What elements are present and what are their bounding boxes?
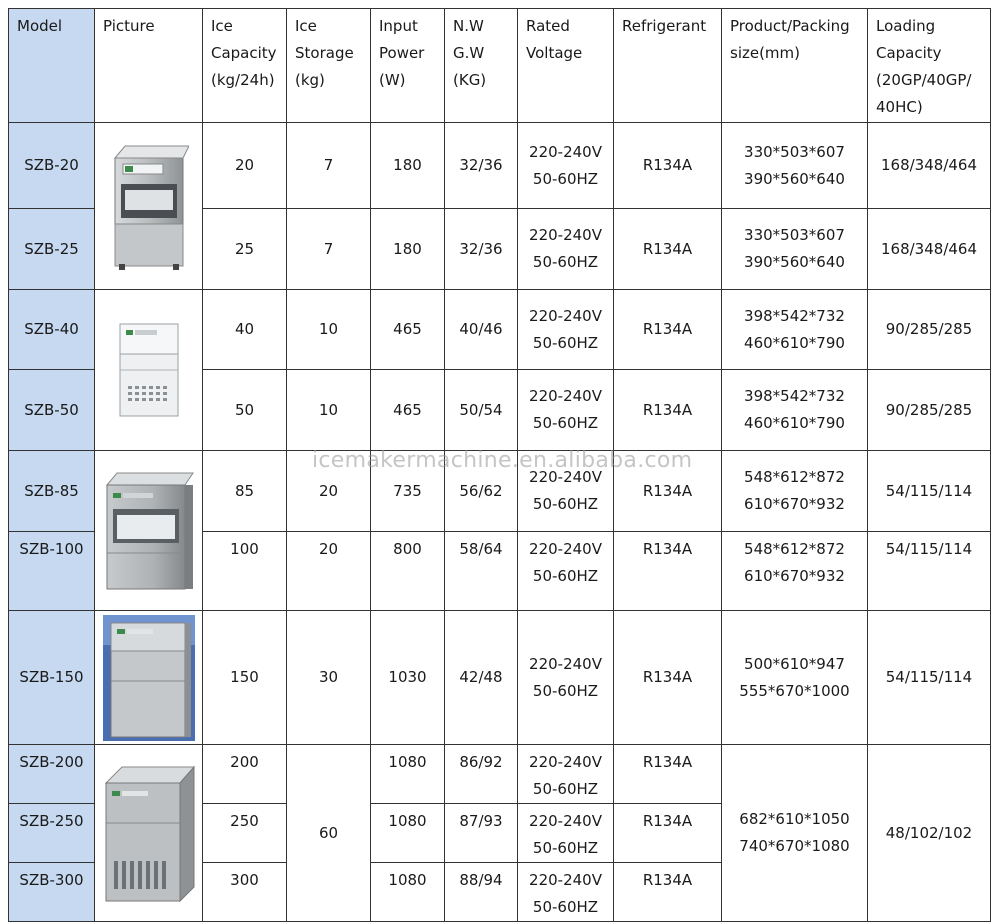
header-loading: Loading Capacity (20GP/40GP/ 40HC) (868, 9, 991, 123)
picture-cell (95, 611, 203, 745)
voltage-cell: 220-240V 50-60HZ (518, 209, 614, 290)
ice-maker-image (103, 615, 195, 741)
ice-maker-image (102, 761, 196, 905)
table-row (9, 745, 991, 804)
capacity-cell: 150 (203, 611, 287, 745)
header-size: Product/Packing size(mm) (722, 9, 868, 123)
refrigerant-cell: R134A (614, 290, 722, 370)
model-cell: SZB-250 (9, 804, 95, 863)
storage-cell: 7 (287, 123, 371, 209)
weight-cell: 56/62 (445, 451, 518, 532)
refrigerant-cell: R134A (614, 745, 722, 804)
power-cell: 465 (371, 290, 445, 370)
voltage-cell: 220-240V 50-60HZ (518, 532, 614, 611)
weight-cell: 40/46 (445, 290, 518, 370)
loading-cell: 168/348/464 (868, 209, 991, 290)
size-cell: 548*612*872 610*670*932 (722, 451, 868, 532)
picture-cell (95, 290, 203, 451)
power-cell: 1080 (371, 863, 445, 922)
power-cell: 800 (371, 532, 445, 611)
weight-cell: 50/54 (445, 370, 518, 451)
capacity-cell: 250 (203, 804, 287, 863)
refrigerant-cell: R134A (614, 863, 722, 922)
refrigerant-cell: R134A (614, 451, 722, 532)
weight-cell: 32/36 (445, 123, 518, 209)
storage-cell: 20 (287, 532, 371, 611)
capacity-cell: 85 (203, 451, 287, 532)
capacity-cell: 40 (203, 290, 287, 370)
table-row (9, 451, 991, 532)
header-voltage: Rated Voltage (518, 9, 614, 123)
power-cell: 465 (371, 370, 445, 451)
watermark-text: icemakermachine.en.alibaba.com (312, 448, 693, 473)
voltage-cell: 220-240V 50-60HZ (518, 290, 614, 370)
loading-cell: 54/115/114 (868, 532, 991, 611)
capacity-cell: 100 (203, 532, 287, 611)
ice-maker-spec-table (8, 8, 991, 922)
refrigerant-cell: R134A (614, 209, 722, 290)
weight-cell: 88/94 (445, 863, 518, 922)
refrigerant-cell: R134A (614, 123, 722, 209)
weight-cell: 42/48 (445, 611, 518, 745)
voltage-cell: 220-240V 50-60HZ (518, 611, 614, 745)
weight-cell: 86/92 (445, 745, 518, 804)
weight-cell: 32/36 (445, 209, 518, 290)
size-cell: 500*610*947 555*670*1000 (722, 611, 868, 745)
header-picture: Picture (95, 9, 203, 123)
refrigerant-cell: R134A (614, 611, 722, 745)
size-cell: 330*503*607 390*560*640 (722, 209, 868, 290)
loading-cell: 48/102/102 (868, 745, 991, 922)
power-cell: 180 (371, 209, 445, 290)
refrigerant-cell: R134A (614, 532, 722, 611)
loading-cell: 90/285/285 (868, 290, 991, 370)
table-row (9, 123, 991, 209)
model-cell: SZB-20 (9, 123, 95, 209)
header-input-power: Input Power (W) (371, 9, 445, 123)
loading-cell: 90/285/285 (868, 370, 991, 451)
storage-cell: 20 (287, 451, 371, 532)
model-cell: SZB-40 (9, 290, 95, 370)
header-model: Model (9, 9, 95, 123)
storage-cell: 10 (287, 370, 371, 451)
power-cell: 735 (371, 451, 445, 532)
size-cell: 330*503*607 390*560*640 (722, 123, 868, 209)
voltage-cell: 220-240V 50-60HZ (518, 123, 614, 209)
power-cell: 180 (371, 123, 445, 209)
ice-maker-image (109, 140, 189, 272)
size-cell: 548*612*872 610*670*932 (722, 532, 868, 611)
power-cell: 1080 (371, 745, 445, 804)
size-cell: 682*610*1050 740*670*1080 (722, 745, 868, 922)
loading-cell: 54/115/114 (868, 451, 991, 532)
power-cell: 1030 (371, 611, 445, 745)
model-cell: SZB-85 (9, 451, 95, 532)
power-cell: 1080 (371, 804, 445, 863)
voltage-cell: 220-240V 50-60HZ (518, 804, 614, 863)
model-cell: SZB-100 (9, 532, 95, 611)
voltage-cell: 220-240V 50-60HZ (518, 863, 614, 922)
model-cell: SZB-50 (9, 370, 95, 451)
loading-cell: 168/348/464 (868, 123, 991, 209)
refrigerant-cell: R134A (614, 804, 722, 863)
picture-cell (95, 745, 203, 922)
ice-maker-image (116, 320, 182, 420)
model-cell: SZB-200 (9, 745, 95, 804)
capacity-cell: 300 (203, 863, 287, 922)
size-cell: 398*542*732 460*610*790 (722, 290, 868, 370)
model-cell: SZB-300 (9, 863, 95, 922)
capacity-cell: 20 (203, 123, 287, 209)
voltage-cell: 220-240V 50-60HZ (518, 745, 614, 804)
header-row (9, 9, 991, 123)
voltage-cell: 220-240V 50-60HZ (518, 451, 614, 532)
size-cell: 398*542*732 460*610*790 (722, 370, 868, 451)
refrigerant-cell: R134A (614, 370, 722, 451)
model-cell: SZB-150 (9, 611, 95, 745)
model-cell: SZB-25 (9, 209, 95, 290)
table-row (9, 290, 991, 370)
picture-cell (95, 451, 203, 611)
storage-cell: 60 (287, 745, 371, 922)
weight-cell: 58/64 (445, 532, 518, 611)
capacity-cell: 200 (203, 745, 287, 804)
voltage-cell: 220-240V 50-60HZ (518, 370, 614, 451)
header-refrigerant: Refrigerant (614, 9, 722, 123)
picture-cell (95, 123, 203, 290)
capacity-cell: 25 (203, 209, 287, 290)
header-weight: N.W G.W (KG) (445, 9, 518, 123)
header-ice-storage: Ice Storage (kg) (287, 9, 371, 123)
storage-cell: 30 (287, 611, 371, 745)
ice-maker-image (103, 469, 195, 593)
weight-cell: 87/93 (445, 804, 518, 863)
loading-cell: 54/115/114 (868, 611, 991, 745)
capacity-cell: 50 (203, 370, 287, 451)
header-ice-capacity: Ice Capacity (kg/24h) (203, 9, 287, 123)
storage-cell: 10 (287, 290, 371, 370)
storage-cell: 7 (287, 209, 371, 290)
table-row (9, 611, 991, 745)
